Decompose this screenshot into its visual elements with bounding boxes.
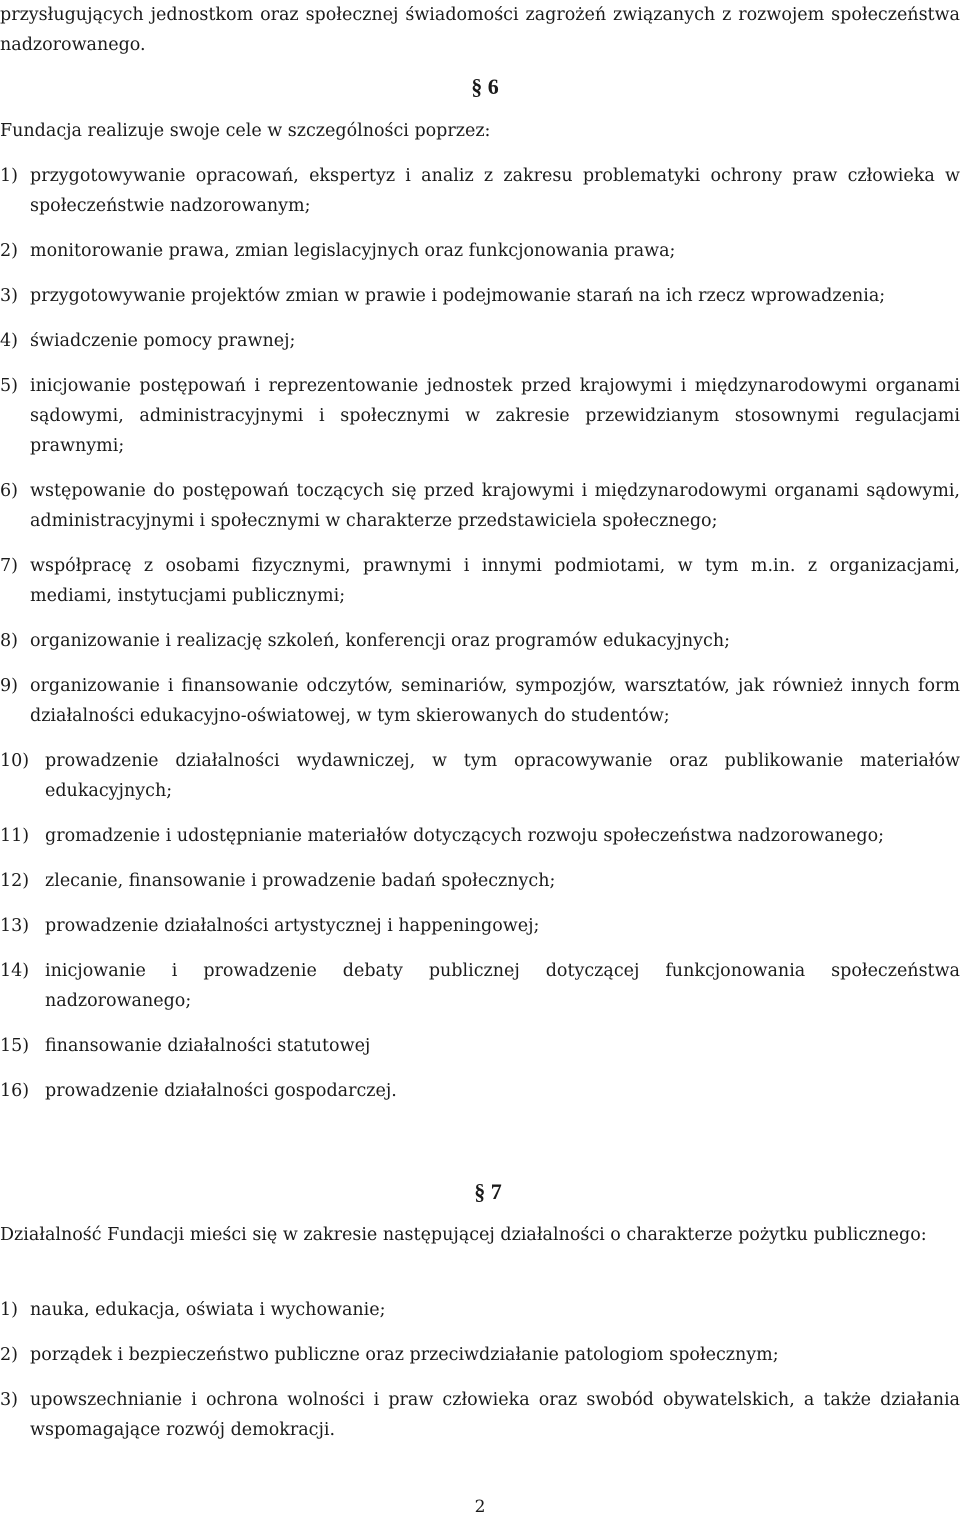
list-item bbox=[0, 911, 960, 941]
list-item-text: świadczenie pomocy prawnej; bbox=[30, 331, 296, 351]
list-item-number: 13) bbox=[0, 916, 30, 936]
section-6-heading: § 6 bbox=[471, 74, 499, 99]
section-7-lead: Działalność Fundacji mieści się w zakresie następującej działalności o charakterze pożytku publicznego: bbox=[0, 1225, 927, 1245]
list-item-text: inicjowanie i prowadzenie debaty publicznej dotyczącej funkcjonowania społeczeństwa nadzorowanego; bbox=[45, 961, 960, 1011]
list-item bbox=[0, 476, 960, 536]
page-number: 2 bbox=[474, 1497, 486, 1517]
list-item bbox=[0, 1031, 960, 1061]
list-item bbox=[0, 1295, 960, 1325]
list-item-number: 1) bbox=[0, 1300, 18, 1320]
list-item-number: 9) bbox=[0, 676, 18, 696]
list-item-text: prowadzenie działalności wydawniczej, w tym opracowywanie oraz publikowanie materiałów edukacyjnych; bbox=[45, 751, 960, 801]
list-item bbox=[0, 371, 960, 461]
list-item bbox=[0, 956, 960, 1016]
list-item-text: współpracę z osobami fizycznymi, prawnymi i innymi podmiotami, w tym m.in. z organizacjami, mediami, instytucjami publicznymi; bbox=[30, 556, 960, 606]
list-item-text: przygotowywanie projektów zmian w prawie i podejmowanie starań na ich rzecz wprowadzenia; bbox=[30, 286, 886, 306]
list-item-text: zlecanie, finansowanie i prowadzenie badań społecznych; bbox=[45, 871, 556, 891]
list-item bbox=[0, 236, 960, 266]
list-item-text: prowadzenie działalności gospodarczej. bbox=[45, 1081, 397, 1101]
list-item bbox=[0, 821, 960, 851]
list-item-text: nauka, edukacja, oświata i wychowanie; bbox=[30, 1300, 386, 1320]
list-item-text: wstępowanie do postępowań toczących się przed krajowymi i międzynarodowymi organami sądowymi, administracyjnymi i społecznymi w charakterze przedstawiciela społecznego; bbox=[30, 481, 960, 531]
list-item bbox=[0, 326, 960, 356]
section-7-list bbox=[0, 1295, 960, 1460]
list-item-number: 2) bbox=[0, 1345, 18, 1365]
list-item-number: 6) bbox=[0, 481, 18, 501]
list-item-text: prowadzenie działalności artystycznej i happeningowej; bbox=[45, 916, 540, 936]
section-7-heading: § 7 bbox=[474, 1179, 502, 1204]
list-item-number: 10) bbox=[0, 751, 30, 771]
list-item bbox=[0, 161, 960, 221]
list-item-number: 15) bbox=[0, 1036, 30, 1056]
list-item-number: 3) bbox=[0, 286, 18, 306]
list-item bbox=[0, 1076, 960, 1106]
list-item-number: 8) bbox=[0, 631, 18, 651]
list-item bbox=[0, 866, 960, 896]
section-6-list bbox=[0, 161, 960, 1121]
section-6-lead: Fundacja realizuje swoje cele w szczególności poprzez: bbox=[0, 121, 491, 141]
list-item-number: 7) bbox=[0, 556, 18, 576]
list-item-text: gromadzenie i udostępnianie materiałów dotyczących rozwoju społeczeństwa nadzorowanego; bbox=[45, 826, 885, 846]
list-item-text: finansowanie działalności statutowej bbox=[45, 1036, 371, 1056]
list-item-number: 5) bbox=[0, 376, 18, 396]
list-item bbox=[0, 281, 960, 311]
list-item bbox=[0, 551, 960, 611]
list-item-number: 4) bbox=[0, 331, 18, 351]
list-item-text: organizowanie i realizację szkoleń, konferencji oraz programów edukacyjnych; bbox=[30, 631, 730, 651]
list-item-text: organizowanie i finansowanie odczytów, seminariów, sympozjów, warsztatów, jak również innych form działalności edukacyjno-oświatowej, w tym skierowanych do studentów; bbox=[30, 676, 960, 726]
list-item-number: 2) bbox=[0, 241, 18, 261]
list-item-number: 14) bbox=[0, 961, 30, 981]
list-item bbox=[0, 626, 960, 656]
list-item-text: porządek i bezpieczeństwo publiczne oraz przeciwdziałanie patologiom społecznym; bbox=[30, 1345, 779, 1365]
list-item-number: 11) bbox=[0, 826, 30, 846]
list-item-text: inicjowanie postępowań i reprezentowanie jednostek przed krajowymi i międzynarodowymi organami sądowymi, administracyjnymi i społecznymi w zakresie przewidzianym stosownymi regulacjami prawnymi; bbox=[30, 376, 960, 456]
list-item-number: 1) bbox=[0, 166, 18, 186]
list-item bbox=[0, 1340, 960, 1370]
list-item-number: 3) bbox=[0, 1390, 18, 1410]
list-item-number: 12) bbox=[0, 871, 30, 891]
list-item-number: 16) bbox=[0, 1081, 30, 1101]
list-item-text: monitorowanie prawa, zmian legislacyjnych oraz funkcjonowania prawa; bbox=[30, 241, 676, 261]
list-item-text: upowszechnianie i ochrona wolności i praw człowieka oraz swobód obywatelskich, a także działania wspomagające rozwój demokracji. bbox=[30, 1390, 960, 1440]
list-item bbox=[0, 746, 960, 806]
intro-paragraph: przysługujących jednostkom oraz społecznej świadomości zagrożeń związanych z rozwojem społeczeństwa nadzorowanego. bbox=[0, 5, 960, 55]
list-item bbox=[0, 671, 960, 731]
list-item-text: przygotowywanie opracowań, ekspertyz i analiz z zakresu problematyki ochrony praw człowieka w społeczeństwie nadzorowanym; bbox=[30, 166, 960, 216]
list-item bbox=[0, 1385, 960, 1445]
